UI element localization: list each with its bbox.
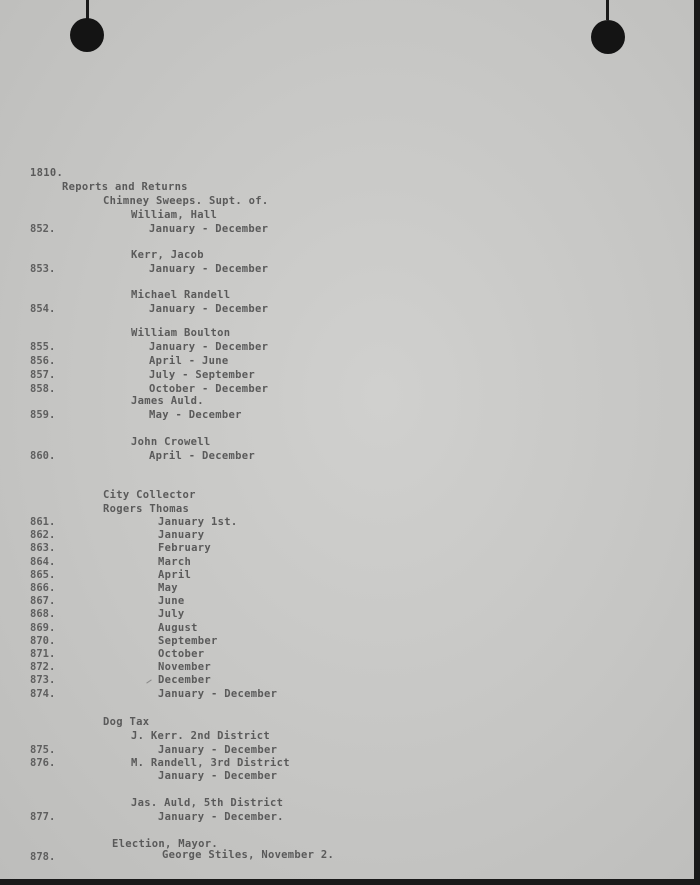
item-period: September bbox=[158, 634, 218, 647]
item-period: January - December bbox=[158, 687, 278, 700]
punch-hole-right bbox=[591, 20, 625, 54]
entry-name: M. Randell, 3rd District bbox=[131, 757, 290, 769]
chimney-heading: Chimney Sweeps. Supt. of. bbox=[103, 195, 269, 207]
item-period: March bbox=[158, 555, 192, 568]
entry-name: John Crowell bbox=[131, 436, 211, 448]
item-number: 861. bbox=[30, 516, 56, 528]
item-number: 855. bbox=[30, 341, 56, 353]
item-number: 878. bbox=[30, 851, 56, 863]
item-period: October bbox=[158, 648, 205, 660]
item-number: 877. bbox=[30, 811, 56, 823]
dogtax-heading: Dog Tax bbox=[103, 716, 150, 728]
item-period: January bbox=[158, 529, 205, 542]
item-period: January - December. bbox=[158, 811, 284, 823]
item-period: George Stiles, November 2. bbox=[162, 849, 335, 861]
item-number: 865. bbox=[30, 568, 56, 581]
item-period: April - December bbox=[149, 450, 255, 462]
item-number: 871. bbox=[30, 648, 56, 660]
collector-name: Rogers Thomas bbox=[103, 503, 190, 515]
item-number: 852. bbox=[30, 223, 56, 235]
election-heading: Election, Mayor. bbox=[112, 838, 218, 850]
item-period: August bbox=[158, 621, 198, 634]
year-heading: 1810. bbox=[30, 167, 64, 179]
item-number: 874. bbox=[30, 687, 56, 700]
entry-name: Kerr, Jacob bbox=[131, 249, 204, 261]
item-number: 859. bbox=[30, 409, 56, 421]
item-period: October - December bbox=[149, 383, 269, 395]
item-period: July - September bbox=[149, 369, 255, 381]
item-period: January - December bbox=[158, 770, 278, 782]
binder-stem-right bbox=[606, 0, 609, 20]
item-number: 860. bbox=[30, 450, 56, 462]
item-number: 873. bbox=[30, 674, 56, 687]
entry-name: William, Hall bbox=[131, 209, 218, 221]
section-title: Reports and Returns bbox=[62, 181, 188, 193]
entry-name: William Boulton bbox=[131, 327, 231, 339]
item-period: May bbox=[158, 582, 178, 594]
item-number: 872. bbox=[30, 661, 56, 674]
item-period: May - December bbox=[149, 409, 242, 421]
binder-stem-left bbox=[86, 0, 89, 20]
item-number: 856. bbox=[30, 355, 56, 367]
item-number: 869. bbox=[30, 621, 56, 634]
pen-tick-mark bbox=[146, 680, 151, 684]
punch-hole-left bbox=[70, 18, 104, 52]
item-number: 876. bbox=[30, 757, 56, 769]
item-number: 867. bbox=[30, 595, 56, 608]
entry-name: Michael Randell bbox=[131, 289, 231, 301]
item-number: 870. bbox=[30, 634, 56, 647]
item-period: January - December bbox=[149, 263, 269, 275]
item-period: November bbox=[158, 661, 211, 674]
item-period: July bbox=[158, 608, 185, 621]
entry-name: Jas. Auld, 5th District bbox=[131, 797, 284, 809]
item-period: December bbox=[158, 674, 211, 687]
item-number: 857. bbox=[30, 369, 56, 381]
item-number: 864. bbox=[30, 555, 56, 568]
item-period: January - December bbox=[149, 303, 269, 315]
item-period: June bbox=[158, 595, 185, 608]
item-period: February bbox=[158, 542, 211, 555]
item-number: 853. bbox=[30, 263, 56, 275]
entry-name: James Auld. bbox=[131, 395, 204, 407]
item-period: January 1st. bbox=[158, 516, 238, 528]
item-number: 868. bbox=[30, 608, 56, 621]
item-number: 854. bbox=[30, 303, 56, 315]
collector-heading: City Collector bbox=[103, 489, 196, 501]
entry-name: J. Kerr. 2nd District bbox=[131, 730, 271, 742]
item-period: January - December bbox=[149, 223, 269, 235]
item-number: 866. bbox=[30, 582, 56, 594]
item-period: January - December bbox=[149, 341, 269, 353]
item-period: April - June bbox=[149, 355, 229, 367]
item-number: 875. bbox=[30, 744, 56, 756]
item-number: 863. bbox=[30, 542, 56, 555]
item-number: 862. bbox=[30, 529, 56, 542]
item-period: April bbox=[158, 568, 192, 581]
item-number: 858. bbox=[30, 383, 56, 395]
item-period: January - December bbox=[158, 744, 278, 756]
